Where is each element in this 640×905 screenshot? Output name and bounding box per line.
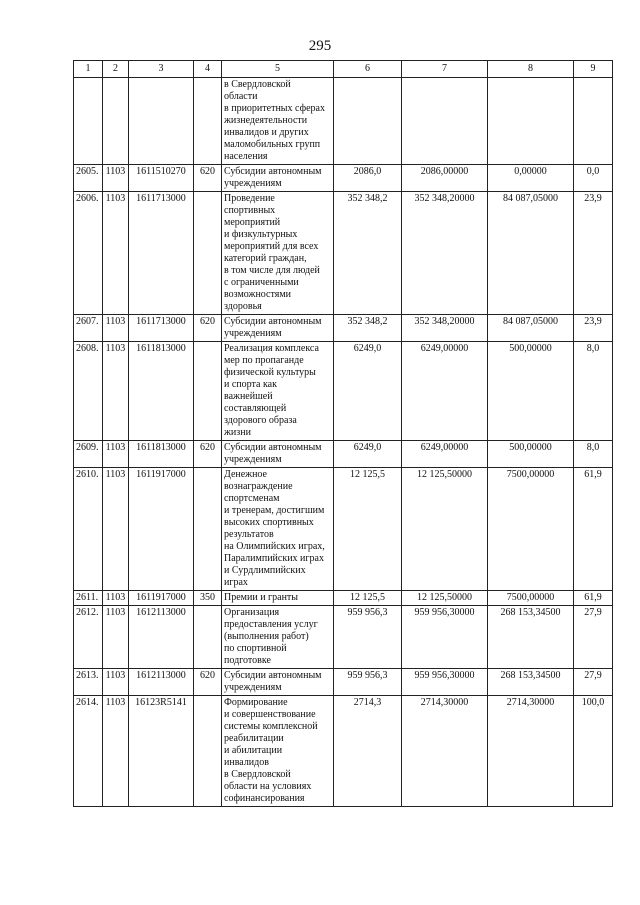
table-row: [74, 468, 613, 591]
row-number: 2613.: [74, 669, 103, 696]
budget-amount: 959 956,30000: [402, 606, 488, 669]
budget-amount: 12 125,50000: [402, 591, 488, 606]
item-name: Денежное вознаграждение спортсменам и тренерам, достигшим высоких спортивных результатов на Олимпийских играх, Паралимпийских играх и Сурдлимпийских играх: [222, 468, 334, 591]
table-row: [74, 591, 613, 606]
row-number: 2612.: [74, 606, 103, 669]
column-header-9: 9: [574, 61, 613, 78]
table-row: [74, 315, 613, 342]
section-code: 1103: [103, 342, 129, 441]
row-number: [74, 78, 103, 165]
row-number: 2611.: [74, 591, 103, 606]
table-body: [74, 78, 613, 807]
target-article-code: 1611510270: [129, 165, 194, 192]
budget-amount: [402, 78, 488, 165]
target-article-code: 1612113000: [129, 606, 194, 669]
approved-amount: 6249,0: [334, 342, 402, 441]
section-code: 1103: [103, 696, 129, 807]
section-code: 1103: [103, 669, 129, 696]
approved-amount: 12 125,5: [334, 468, 402, 591]
table-row: [74, 441, 613, 468]
row-number: 2608.: [74, 342, 103, 441]
target-article-code: 1611813000: [129, 342, 194, 441]
section-code: 1103: [103, 165, 129, 192]
row-number: 2614.: [74, 696, 103, 807]
executed-amount: [488, 78, 574, 165]
budget-amount: 6249,00000: [402, 342, 488, 441]
table-row: [74, 78, 613, 165]
execution-percent: 27,9: [574, 606, 613, 669]
expense-type-code: 620: [194, 669, 222, 696]
budget-amount: 6249,00000: [402, 441, 488, 468]
execution-percent: 23,9: [574, 315, 613, 342]
execution-percent: 61,9: [574, 468, 613, 591]
expense-type-code: 620: [194, 165, 222, 192]
column-header-3: 3: [129, 61, 194, 78]
execution-percent: 100,0: [574, 696, 613, 807]
row-number: 2605.: [74, 165, 103, 192]
page-number: 295: [308, 38, 332, 54]
expense-type-code: [194, 468, 222, 591]
executed-amount: 7500,00000: [488, 468, 574, 591]
budget-table: [73, 60, 613, 807]
item-name: Организация предоставления услуг (выполнения работ) по спортивной подготовке: [222, 606, 334, 669]
column-header-8: 8: [488, 61, 574, 78]
table-row: [74, 342, 613, 441]
row-number: 2610.: [74, 468, 103, 591]
budget-amount: 352 348,20000: [402, 192, 488, 315]
item-name: Проведение спортивных мероприятий и физкультурных мероприятий для всех категорий граждан, в том числе для людей с ограниченными возможностями здоровья: [222, 192, 334, 315]
approved-amount: 959 956,3: [334, 606, 402, 669]
column-header-2: 2: [103, 61, 129, 78]
section-code: 1103: [103, 468, 129, 591]
table-row: [74, 192, 613, 315]
table-row: [74, 165, 613, 192]
item-name: Формирование и совершенствование системы комплексной реабилитации и абилитации инвалидов в Свердловской области на условиях софинансирования: [222, 696, 334, 807]
executed-amount: 7500,00000: [488, 591, 574, 606]
executed-amount: 2714,30000: [488, 696, 574, 807]
target-article-code: [129, 78, 194, 165]
target-article-code: 16123R5141: [129, 696, 194, 807]
executed-amount: 0,00000: [488, 165, 574, 192]
budget-amount: 2714,30000: [402, 696, 488, 807]
target-article-code: 1611713000: [129, 315, 194, 342]
budget-amount: 352 348,20000: [402, 315, 488, 342]
budget-amount: 959 956,30000: [402, 669, 488, 696]
expense-type-code: [194, 696, 222, 807]
approved-amount: 352 348,2: [334, 192, 402, 315]
section-code: 1103: [103, 591, 129, 606]
approved-amount: 2714,3: [334, 696, 402, 807]
expense-type-code: [194, 606, 222, 669]
execution-percent: 8,0: [574, 342, 613, 441]
approved-amount: 12 125,5: [334, 591, 402, 606]
table-row: [74, 669, 613, 696]
section-code: [103, 78, 129, 165]
executed-amount: 268 153,34500: [488, 606, 574, 669]
budget-amount: 2086,00000: [402, 165, 488, 192]
item-name: Премии и гранты: [222, 591, 334, 606]
executed-amount: 268 153,34500: [488, 669, 574, 696]
section-code: 1103: [103, 192, 129, 315]
table-row: [74, 696, 613, 807]
executed-amount: 84 087,05000: [488, 315, 574, 342]
target-article-code: 1612113000: [129, 669, 194, 696]
table-row: [74, 606, 613, 669]
expense-type-code: [194, 192, 222, 315]
execution-percent: 61,9: [574, 591, 613, 606]
row-number: 2609.: [74, 441, 103, 468]
approved-amount: [334, 78, 402, 165]
item-name: Субсидии автономным учреждениям: [222, 165, 334, 192]
column-header-6: 6: [334, 61, 402, 78]
execution-percent: 8,0: [574, 441, 613, 468]
row-number: 2607.: [74, 315, 103, 342]
item-name: Реализация комплекса мер по пропаганде физической культуры и спорта как важнейшей составляющей здорового образа жизни: [222, 342, 334, 441]
item-name: Субсидии автономным учреждениям: [222, 315, 334, 342]
section-code: 1103: [103, 315, 129, 342]
header-row: [74, 61, 613, 78]
execution-percent: 27,9: [574, 669, 613, 696]
target-article-code: 1611813000: [129, 441, 194, 468]
target-article-code: 1611917000: [129, 468, 194, 591]
section-code: 1103: [103, 606, 129, 669]
execution-percent: 0,0: [574, 165, 613, 192]
target-article-code: 1611713000: [129, 192, 194, 315]
expense-type-code: [194, 78, 222, 165]
column-header-7: 7: [402, 61, 488, 78]
approved-amount: 959 956,3: [334, 669, 402, 696]
item-name: Субсидии автономным учреждениям: [222, 441, 334, 468]
approved-amount: 352 348,2: [334, 315, 402, 342]
approved-amount: 2086,0: [334, 165, 402, 192]
executed-amount: 84 087,05000: [488, 192, 574, 315]
approved-amount: 6249,0: [334, 441, 402, 468]
execution-percent: [574, 78, 613, 165]
execution-percent: 23,9: [574, 192, 613, 315]
expense-type-code: 350: [194, 591, 222, 606]
budget-amount: 12 125,50000: [402, 468, 488, 591]
item-name: в Свердловской области в приоритетных сферах жизнедеятельности инвалидов и других маломобильных групп населения: [222, 78, 334, 165]
executed-amount: 500,00000: [488, 342, 574, 441]
column-header-5: 5: [222, 61, 334, 78]
target-article-code: 1611917000: [129, 591, 194, 606]
column-header-4: 4: [194, 61, 222, 78]
row-number: 2606.: [74, 192, 103, 315]
section-code: 1103: [103, 441, 129, 468]
item-name: Субсидии автономным учреждениям: [222, 669, 334, 696]
expense-type-code: [194, 342, 222, 441]
executed-amount: 500,00000: [488, 441, 574, 468]
column-header-1: 1: [74, 61, 103, 78]
expense-type-code: 620: [194, 315, 222, 342]
expense-type-code: 620: [194, 441, 222, 468]
